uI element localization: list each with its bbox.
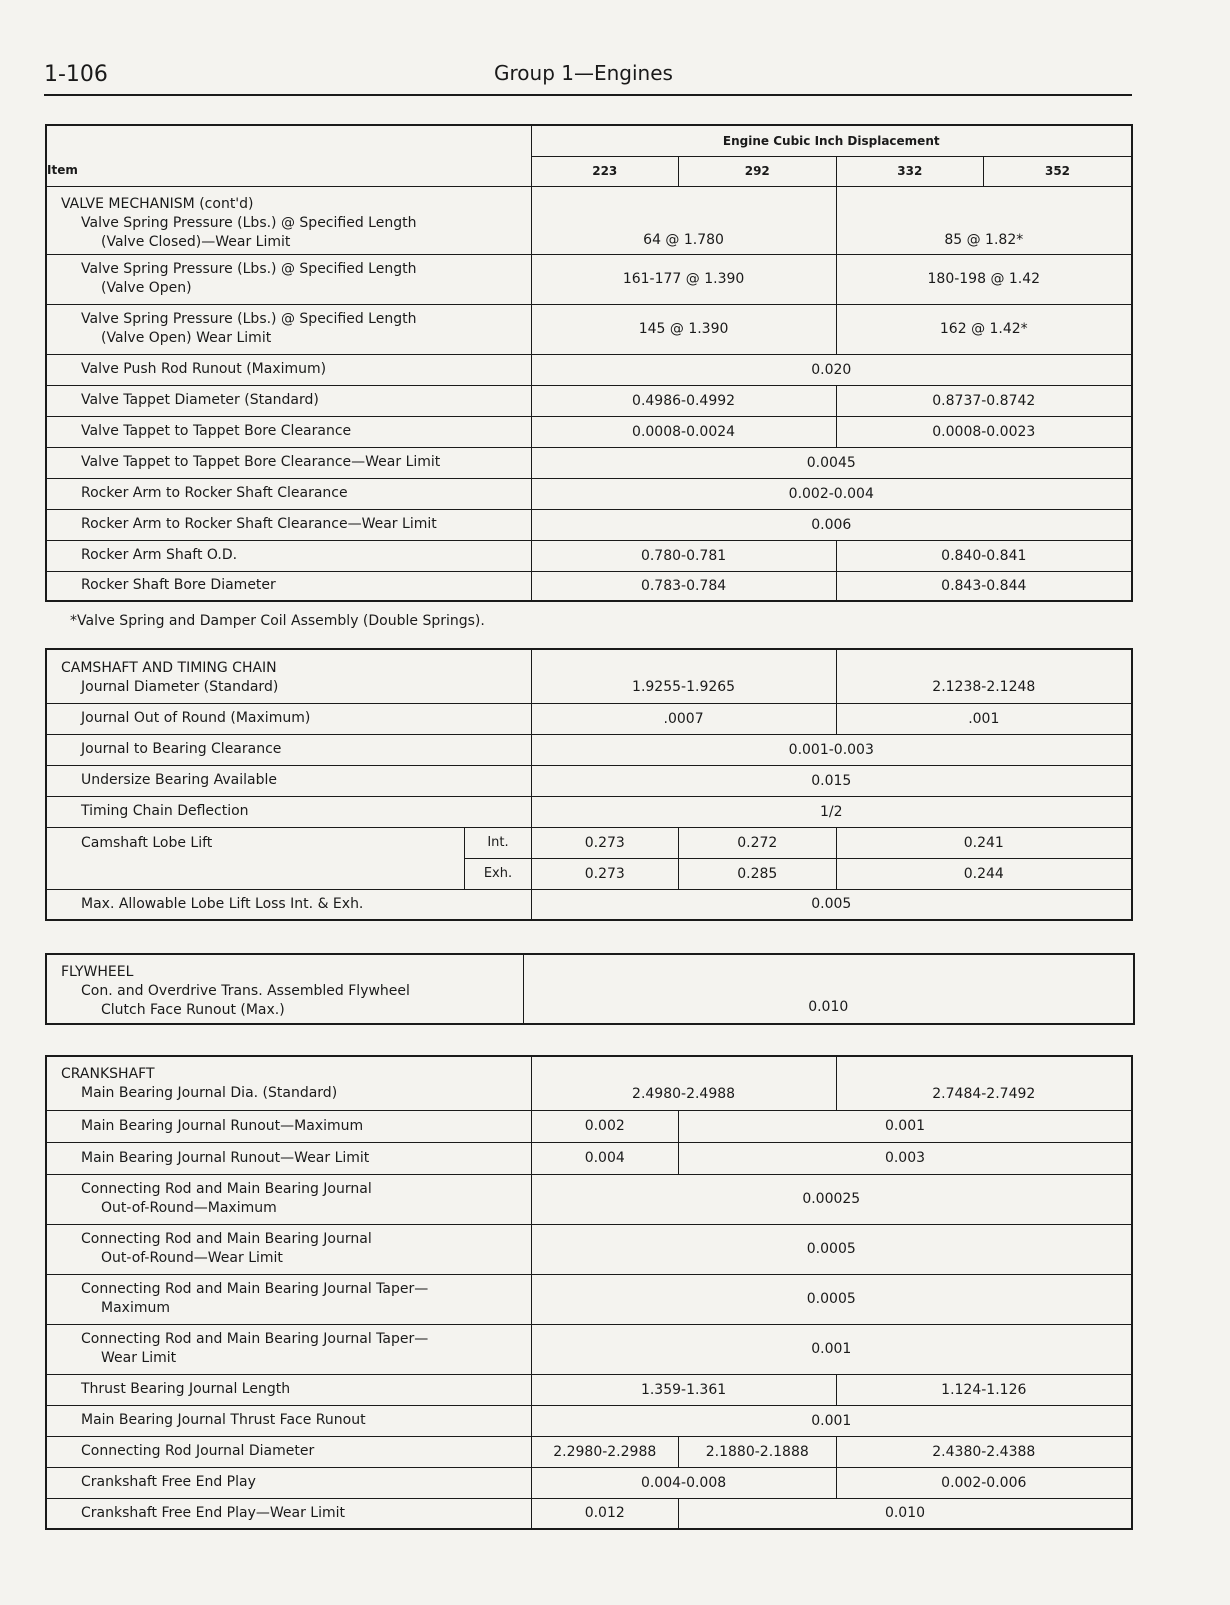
table-cell: 0.244 xyxy=(836,858,1132,889)
table-cell: 2.7484-2.7492 xyxy=(836,1056,1132,1110)
table-row-label: Valve Tappet Diameter (Standard) xyxy=(46,385,531,416)
table-row-label: Connecting Rod and Main Bearing Journal Out-of-Round—Maximum xyxy=(46,1174,531,1224)
table-cell: 0.0045 xyxy=(531,447,1132,478)
col-223-header: 223 xyxy=(531,156,678,186)
table-cell: 145 @ 1.390 xyxy=(531,304,836,354)
table-row-label: Rocker Shaft Bore Diameter xyxy=(46,571,531,601)
table-row-label: CAMSHAFT AND TIMING CHAIN Journal Diameter (Standard) xyxy=(46,649,531,703)
table-cell: 2.1880-2.1888 xyxy=(678,1436,836,1467)
table-cell: 0.005 xyxy=(531,889,1132,920)
engine-cid-header: Engine Cubic Inch Displacement xyxy=(531,125,1132,156)
table-row-label: Main Bearing Journal Runout—Wear Limit xyxy=(46,1142,531,1174)
table-cell: 162 @ 1.42* xyxy=(836,304,1132,354)
table-cell: 0.840-0.841 xyxy=(836,540,1132,571)
table-cell: 161-177 @ 1.390 xyxy=(531,254,836,304)
table-row-label: Valve Spring Pressure (Lbs.) @ Specified Length (Valve Open) Wear Limit xyxy=(46,304,531,354)
footnote: *Valve Spring and Damper Coil Assembly (Double Springs). xyxy=(70,613,485,629)
section-title: CAMSHAFT AND TIMING CHAIN xyxy=(61,660,277,676)
table-row-label: Crankshaft Free End Play xyxy=(46,1467,531,1498)
table-row-label: Rocker Arm to Rocker Shaft Clearance—Wear Limit xyxy=(46,509,531,540)
camshaft-table xyxy=(45,648,1133,921)
table-row-label: Timing Chain Deflection xyxy=(46,796,531,827)
table-cell: .001 xyxy=(836,703,1132,734)
valve-mechanism-table xyxy=(45,124,1133,602)
table-cell: 0.020 xyxy=(531,354,1132,385)
table-row-label: Valve Spring Pressure (Lbs.) @ Specified Length (Valve Open) xyxy=(46,254,531,304)
table-row-label: Camshaft Lobe Lift xyxy=(46,827,465,889)
col-292-header: 292 xyxy=(678,156,836,186)
table-cell: 2.1238-2.1248 xyxy=(836,649,1132,703)
table-cell: 0.272 xyxy=(678,827,836,858)
table-row-label: Connecting Rod and Main Bearing Journal Taper— Wear Limit xyxy=(46,1324,531,1374)
table-row-label: Journal Out of Round (Maximum) xyxy=(46,703,531,734)
table-cell: 0.783-0.784 xyxy=(531,571,836,601)
table-cell: 0.001 xyxy=(531,1405,1132,1436)
table-cell: 0.8737-0.8742 xyxy=(836,385,1132,416)
table-cell: 85 @ 1.82* xyxy=(836,186,1132,254)
table-row-label: Crankshaft Free End Play—Wear Limit xyxy=(46,1498,531,1529)
table-row-label: Connecting Rod Journal Diameter xyxy=(46,1436,531,1467)
table-cell: 180-198 @ 1.42 xyxy=(836,254,1132,304)
table-cell: 64 @ 1.780 xyxy=(531,186,836,254)
table-cell: 0.780-0.781 xyxy=(531,540,836,571)
table-cell: 0.241 xyxy=(836,827,1132,858)
section-title: VALVE MECHANISM (cont'd) xyxy=(61,195,254,212)
table-row-label: Thrust Bearing Journal Length xyxy=(46,1374,531,1405)
table-cell: 0.012 xyxy=(531,1498,678,1529)
table-cell: 0.0005 xyxy=(531,1274,1132,1324)
table-row-label: Rocker Arm Shaft O.D. xyxy=(46,540,531,571)
header-rule xyxy=(44,94,1132,96)
table-cell: 0.015 xyxy=(531,765,1132,796)
table-row-label: Max. Allowable Lobe Lift Loss Int. & Exh. xyxy=(46,889,531,920)
table-cell: 2.4980-2.4988 xyxy=(531,1056,836,1110)
table-row-label: Valve Push Rod Runout (Maximum) xyxy=(46,354,531,385)
flywheel-table xyxy=(45,953,1135,1025)
table-cell: 1/2 xyxy=(531,796,1132,827)
table-row-label: CRANKSHAFT Main Bearing Journal Dia. (Standard) xyxy=(46,1056,531,1110)
table-cell: 0.0008-0.0023 xyxy=(836,416,1132,447)
table-cell: 0.002-0.006 xyxy=(836,1467,1132,1498)
col-332-header: 332 xyxy=(836,156,983,186)
table-row-label: Valve Tappet to Tappet Bore Clearance xyxy=(46,416,531,447)
item-header: Item xyxy=(46,125,531,186)
table-cell: 0.273 xyxy=(531,858,678,889)
table-cell: 0.002 xyxy=(531,1110,678,1142)
table-cell: .0007 xyxy=(531,703,836,734)
table-row-label: Main Bearing Journal Thrust Face Runout xyxy=(46,1405,531,1436)
table-row-label: FLYWHEEL Con. and Overdrive Trans. Assembled Flywheel Clutch Face Runout (Max.) xyxy=(46,954,523,1024)
table-cell: 0.010 xyxy=(678,1498,1132,1529)
table-cell: 1.124-1.126 xyxy=(836,1374,1132,1405)
table-cell: 0.273 xyxy=(531,827,678,858)
table-cell: 0.006 xyxy=(531,509,1132,540)
table-cell: 0.001 xyxy=(678,1110,1132,1142)
table-cell: 2.2980-2.2988 xyxy=(531,1436,678,1467)
table-cell: 1.9255-1.9265 xyxy=(531,649,836,703)
table-cell: 0.0005 xyxy=(531,1224,1132,1274)
table-row-label: Rocker Arm to Rocker Shaft Clearance xyxy=(46,478,531,509)
exh-label: Exh. xyxy=(465,858,531,889)
col-352-header: 352 xyxy=(984,156,1132,186)
table-cell: 0.003 xyxy=(678,1142,1132,1174)
table-cell: 0.004 xyxy=(531,1142,678,1174)
table-cell: 0.001 xyxy=(531,1324,1132,1374)
table-cell: 0.004-0.008 xyxy=(531,1467,836,1498)
table-cell: 0.0008-0.0024 xyxy=(531,416,836,447)
table-row-label: Main Bearing Journal Runout—Maximum xyxy=(46,1110,531,1142)
table-row-label: Valve Tappet to Tappet Bore Clearance—Wear Limit xyxy=(46,447,531,478)
table-cell: 0.002-0.004 xyxy=(531,478,1132,509)
table-row-label: Undersize Bearing Available xyxy=(46,765,531,796)
table-cell: 2.4380-2.4388 xyxy=(836,1436,1132,1467)
crankshaft-table xyxy=(45,1055,1133,1530)
table-cell: 0.843-0.844 xyxy=(836,571,1132,601)
section-title: CRANKSHAFT xyxy=(61,1066,155,1082)
table-cell: 0.285 xyxy=(678,858,836,889)
table-cell: 0.010 xyxy=(523,954,1134,1024)
table-row-label: Connecting Rod and Main Bearing Journal Taper— Maximum xyxy=(46,1274,531,1324)
int-label: Int. xyxy=(465,827,531,858)
table-cell: 0.4986-0.4992 xyxy=(531,385,836,416)
table-cell: 1.359-1.361 xyxy=(531,1374,836,1405)
table-cell: 0.00025 xyxy=(531,1174,1132,1224)
section-title: FLYWHEEL xyxy=(61,964,134,980)
table-cell: 0.001-0.003 xyxy=(531,734,1132,765)
table-row-label: VALVE MECHANISM (cont'd) Valve Spring Pressure (Lbs.) @ Specified Length (Valve Closed)—Wear Limit xyxy=(46,186,531,254)
page-title: Group 1—Engines xyxy=(494,61,673,85)
table-row-label: Connecting Rod and Main Bearing Journal Out-of-Round—Wear Limit xyxy=(46,1224,531,1274)
page-number: 1-106 xyxy=(44,62,108,87)
table-row-label: Journal to Bearing Clearance xyxy=(46,734,531,765)
